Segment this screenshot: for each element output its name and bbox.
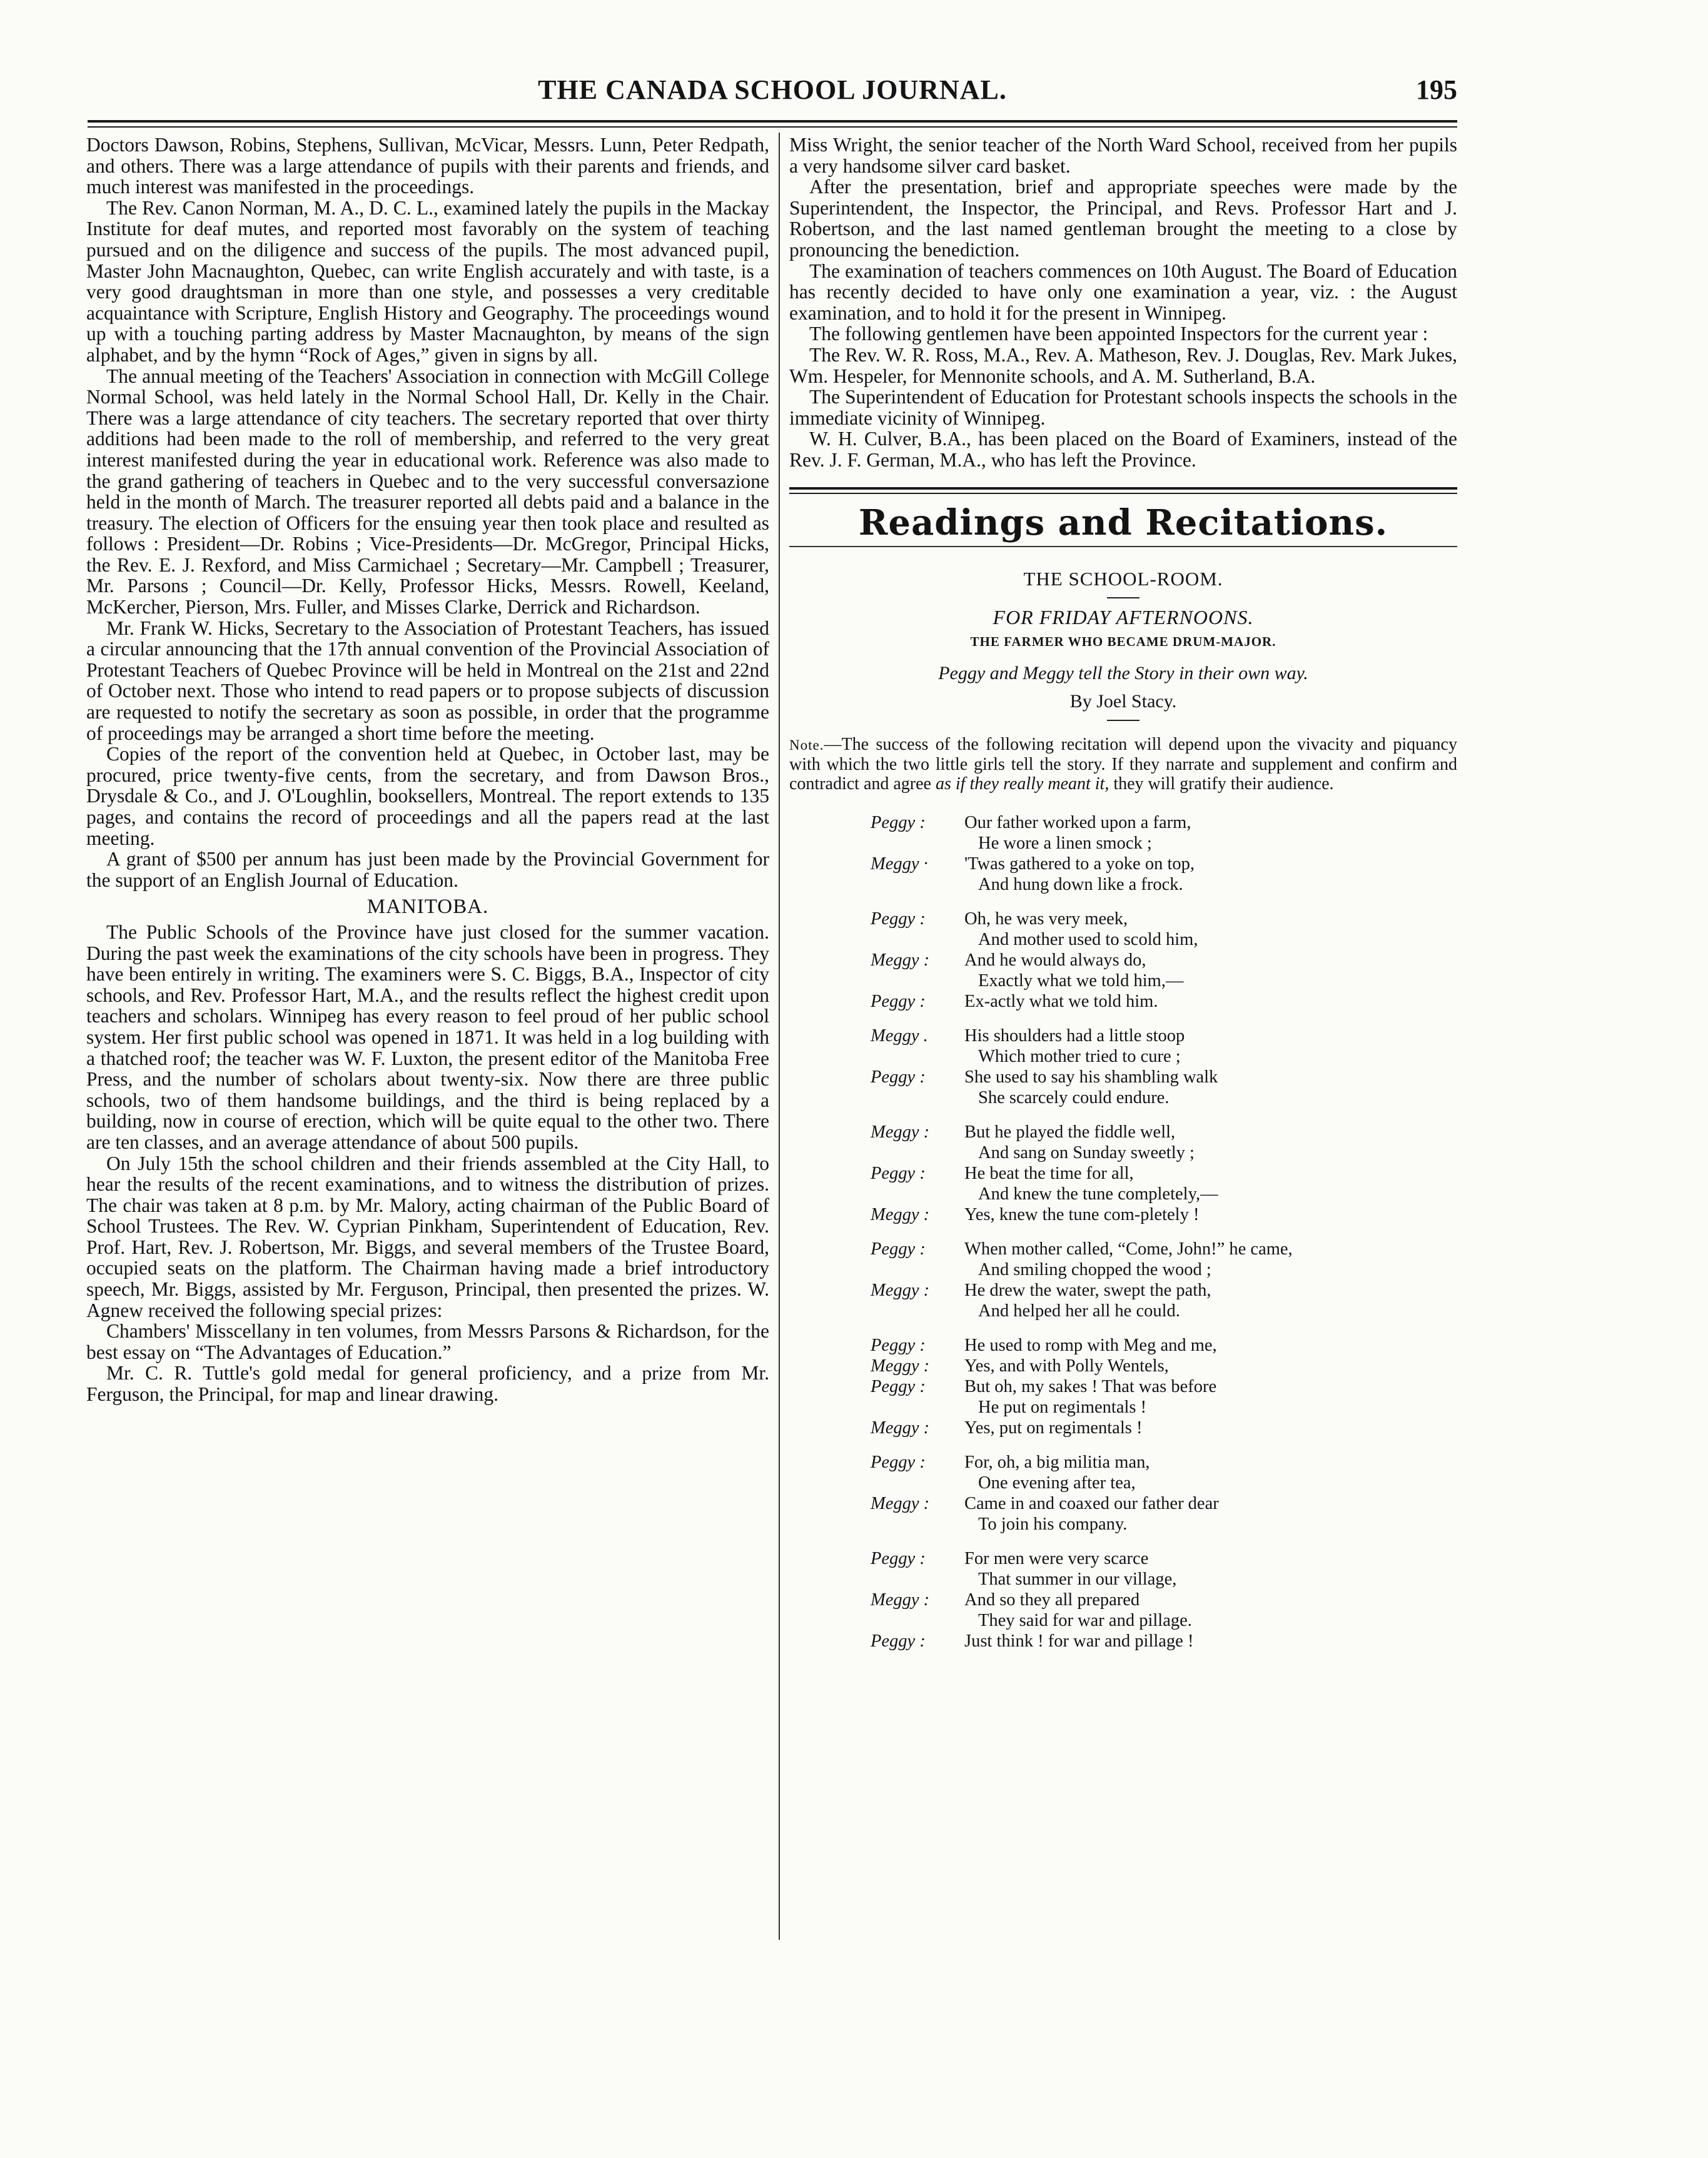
header-rule-thin bbox=[88, 126, 1457, 128]
poem-line bbox=[789, 1301, 1457, 1321]
verse-text: He put on regimentals ! bbox=[978, 1398, 1147, 1418]
poem-line bbox=[789, 1397, 1457, 1418]
verse-text: 'Twas gathered to a yoke on top, bbox=[964, 854, 1195, 874]
paragraph: On July 15th the school children and their friends assembled at the City Hall, to hear the results of the recent examinations, and to witness the distribution of prizes. The chair was taken at 8 p.m. by Mr. Malory, acting chairman of the Public Board of School Trustees. The Rev. W. Cyprian Pinkham, Superintendent of Education, Rev. Prof. Hart, Rev. J. Robertson, Mr. Biggs, and several members of the Trustee Board, occupied seats on the platform. The Chairman having made a brief introductory speech, Mr. Biggs, assisted by Mr. Ferguson, Principal, then presented the prizes. W. Agnew received the following special prizes: bbox=[86, 1152, 769, 1321]
speaker-label bbox=[871, 971, 964, 991]
note-italic: as if they really meant it, bbox=[935, 774, 1109, 794]
verse-text: He used to romp with Meg and me, bbox=[964, 1336, 1217, 1356]
paragraph: After the presentation, brief and appropriate speeches were made by the Superintendent, the Inspector, the Principal, and Revs. Professor Hart and J. Robertson, and the last named gentleman brought the meeting to a close by pronouncing the benediction. bbox=[789, 176, 1457, 261]
poem-line bbox=[789, 1590, 1457, 1610]
poem-line bbox=[789, 1204, 1457, 1225]
poem-line bbox=[789, 1067, 1457, 1087]
speaker-label: Meggy : bbox=[871, 950, 930, 971]
header-rule bbox=[88, 120, 1457, 123]
poem-line bbox=[789, 874, 1457, 895]
verse-text: And knew the tune completely,— bbox=[978, 1184, 1218, 1204]
speaker-label: Meggy . bbox=[871, 1026, 928, 1046]
poem-line bbox=[789, 1163, 1457, 1184]
verse-text: One evening after tea, bbox=[978, 1473, 1136, 1493]
page-number: 195 bbox=[1416, 74, 1457, 105]
author-byline: By Joel Stacy. bbox=[1069, 691, 1177, 712]
poem-line bbox=[789, 950, 1457, 971]
verse-text: And so they all prepared bbox=[964, 1590, 1140, 1610]
speaker-label: Meggy : bbox=[871, 1205, 930, 1225]
verse-text: To join his company. bbox=[978, 1515, 1128, 1535]
poem-line bbox=[789, 1473, 1457, 1493]
speaker-label bbox=[871, 929, 964, 950]
poem-line bbox=[789, 1493, 1457, 1514]
poem-line bbox=[789, 971, 1457, 991]
verse-text: But he played the fiddle well, bbox=[964, 1122, 1176, 1142]
prize-paragraph: Chambers' Misscellany in ten volumes, from Messrs Parsons & Richardson, for the best essay on “The Advantages of Education.” bbox=[86, 1320, 769, 1363]
verse-text: He beat the time for all, bbox=[964, 1164, 1134, 1184]
speaker-label: Peggy : bbox=[871, 813, 926, 833]
column-divider bbox=[779, 133, 780, 1940]
speaker-label: Peggy : bbox=[871, 1164, 926, 1184]
paragraph: The Public Schools of the Province have just closed for the summer vacation. During the past week the examinations of the city schools have been in progress. They have been entirely in writing. The examiners were S. C. Biggs, B.A., Inspector of city schools, and Rev. Professor Hart, M.A., and the results reflect the highest credit upon teachers and scholars. Winnipeg has every reason to feel proud of her public school system. Her first public school was opened in 1871. It was held in a log building with a thatched roof; the teacher was W. F. Luxton, the present editor of the Manitoba Free Press, and the number of scholars about twenty-six. Now there are three public schools, two of them handsome buildings, and the third is being replaced by a building, now in course of erection, which will be quite equal to the other two. There are ten classes, and an average attendance of about 500 pupils. bbox=[86, 920, 769, 1153]
poem-line bbox=[789, 812, 1457, 833]
poem-stanza bbox=[789, 909, 1457, 1012]
paragraph: The Rev. W. R. Ross, M.A., Rev. A. Matheson, Rev. J. Douglas, Rev. Mark Jukes, Wm. Hespeler, for Mennonite schools, and A. M. Sutherland, B.A. bbox=[789, 343, 1457, 387]
poem-line bbox=[789, 1239, 1457, 1259]
recitation-tagline: Peggy and Meggy tell the Story in their own way. bbox=[938, 662, 1308, 683]
speaker-label: Peggy : bbox=[871, 1239, 926, 1259]
verse-text: He drew the water, swept the path, bbox=[964, 1281, 1211, 1301]
poem-line bbox=[789, 854, 1457, 874]
poem-line bbox=[789, 1514, 1457, 1535]
left-column bbox=[86, 134, 769, 1405]
verse-text: When mother called, “Come, John!” he came, bbox=[964, 1239, 1293, 1259]
speaker-label bbox=[871, 1046, 964, 1067]
speaker-label bbox=[871, 1610, 964, 1631]
paragraph: Mr. Frank W. Hicks, Secretary to the Association of Protestant Teachers, has issued a circular announcing that the 17th annual convention of the Provincial Association of Protestant Teachers of Quebec Province will be held in Montreal on the 21st and 22nd of October next. Those who intend to read papers or to propose subjects of discussion are requested to notify the secretary as soon as possible, in order that the programme of proceedings may be arranged a short time before the meeting. bbox=[86, 617, 769, 744]
paragraph: Copies of the report of the convention held at Quebec, in October last, may be procured, price twenty-five cents, from the secretary, and from Dawson Bros., Drysdale & Co., and J. O'Loughlin, booksellers, Montreal. The report extends to 135 pages, and contains the record of proceedings and all the papers read at the last meeting. bbox=[86, 743, 769, 849]
poem-line bbox=[789, 1631, 1457, 1651]
verse-text: And helped her all he could. bbox=[978, 1301, 1180, 1321]
section-heading-manitoba: MANITOBA. bbox=[366, 895, 489, 919]
poem-line bbox=[789, 1569, 1457, 1590]
verse-text: She used to say his shambling walk bbox=[964, 1067, 1218, 1087]
speaker-label: Peggy : bbox=[871, 1336, 926, 1356]
poem-stanza bbox=[789, 1548, 1457, 1651]
poem-line bbox=[789, 909, 1457, 929]
poem-line bbox=[789, 1087, 1457, 1108]
poem-stanza bbox=[789, 1335, 1457, 1438]
verse-text: She scarcely could endure. bbox=[978, 1088, 1170, 1108]
verse-text: Yes, put on regimentals ! bbox=[964, 1418, 1143, 1438]
verse-text: They said for war and pillage. bbox=[978, 1611, 1192, 1631]
poem-stanza bbox=[789, 1452, 1457, 1535]
paragraph: The Rev. Canon Norman, M. A., D. C. L., examined lately the pupils in the Mackay Institute for deaf mutes, and reported most favorably on the system of teaching pursued and on the diligence and success of the pupils. The most advanced pupil, Master John Macnaughton, Quebec, can write English accurately and with taste, is a very good draughtsman in more than one style, and possesses a very creditable acquaintance with Scripture, English History and Geography. The proceedings wound up with a touching parting address by Master Macnaughton, by means of the sign alphabet, and by the hymn “Rock of Ages,” given in signs by all. bbox=[86, 196, 769, 366]
section-rule bbox=[789, 487, 1457, 490]
paragraph: The examination of teachers commences on 10th August. The Board of Education has recently decided to have only one examination a year, viz. : the August examination, and to hold it for the present in Winnipeg. bbox=[789, 260, 1457, 324]
note-label: Note. bbox=[789, 737, 824, 754]
poem-line bbox=[789, 1356, 1457, 1376]
speaker-label bbox=[871, 1397, 964, 1418]
speaker-label: Peggy : bbox=[871, 1549, 926, 1569]
journal-title: THE CANADA SCHOOL JOURNAL. bbox=[538, 74, 1007, 105]
verse-text: And hung down like a frock. bbox=[978, 875, 1183, 895]
poem-line bbox=[789, 1026, 1457, 1046]
poem-line bbox=[789, 929, 1457, 950]
readings-heading: Readings and Recitations. bbox=[858, 502, 1388, 543]
poem-stanza bbox=[789, 1122, 1457, 1225]
speaker-label bbox=[871, 1514, 964, 1535]
poem-line bbox=[789, 1376, 1457, 1397]
speaker-label bbox=[871, 1259, 964, 1280]
poem-line bbox=[789, 833, 1457, 854]
verse-text: His shoulders had a little stoop bbox=[964, 1026, 1185, 1046]
recitation-note bbox=[789, 735, 1457, 794]
verse-text: Exactly what we told him,— bbox=[978, 971, 1184, 991]
section-rule-thin bbox=[789, 493, 1457, 494]
verse-text: And smiling chopped the wood ; bbox=[978, 1260, 1211, 1280]
verse-text: Oh, he was very meek, bbox=[964, 909, 1128, 929]
poem-line bbox=[789, 1452, 1457, 1473]
short-rule bbox=[1107, 597, 1140, 598]
poem-line bbox=[789, 1335, 1457, 1356]
verse-text: For, oh, a big militia man, bbox=[964, 1453, 1150, 1473]
verse-text: He wore a linen smock ; bbox=[978, 834, 1152, 854]
speaker-label bbox=[871, 1569, 964, 1590]
paragraph: The annual meeting of the Teachers' Association in connection with McGill College Normal School, was held lately in the Normal School Hall, Dr. Kelly in the Chair. There was a large attendance of city teachers. The secretary reported that over thirty additions had been made to the roll of membership, and referred to the very great interest manifested during the year in educational work. Reference was also made to the grand gathering of teachers in Quebec and to the very successful conversazione held in the month of March. The treasurer reported all debts paid and a balance in the treasury. The election of Officers for the ensuing year then took place and resulted as follows : President—Dr. Robins ; Vice-Presidents—Dr. McGregor, Principal Hicks, the Rev. E. J. Rexford, and Miss Carmichael ; Secretary—Mr. Campbell ; Treasurer, Mr. Parsons ; Council—Dr. Kelly, Professor Hicks, Messrs. Rowell, Keeland, McKercher, Pierson, Mrs. Fuller, and Misses Clarke, Derrick and Richardson. bbox=[86, 365, 769, 618]
paragraph: The following gentlemen have been appointed Inspectors for the current year : bbox=[809, 323, 1428, 345]
speaker-label: Meggy : bbox=[871, 1356, 930, 1376]
poem-stanza bbox=[789, 1026, 1457, 1108]
poem-line bbox=[789, 1122, 1457, 1142]
poem-line bbox=[789, 1259, 1457, 1280]
speaker-label: Meggy : bbox=[871, 1494, 930, 1514]
speaker-label: Peggy : bbox=[871, 1631, 926, 1651]
speaker-label: Peggy : bbox=[871, 1377, 926, 1397]
verse-text: Yes, and with Polly Wentels, bbox=[964, 1356, 1169, 1376]
speaker-label: Peggy : bbox=[871, 1067, 926, 1087]
running-head bbox=[88, 74, 1457, 111]
poem-line bbox=[789, 1280, 1457, 1301]
prize-paragraph: Mr. C. R. Tuttle's gold medal for general proficiency, and a prize from Mr. Ferguson, the Principal, for map and linear drawing. bbox=[86, 1362, 769, 1406]
paragraph: Doctors Dawson, Robins, Stephens, Sullivan, McVicar, Messrs. Lunn, Peter Redpath, and others. There was a large attendance of pupils with their parents and friends, and much interest was manifested in the proceedings. bbox=[86, 134, 769, 198]
speaker-label: Meggy : bbox=[871, 1590, 930, 1610]
poem-stanza bbox=[789, 1239, 1457, 1321]
poem-line bbox=[789, 1418, 1457, 1438]
poem-line bbox=[789, 991, 1457, 1012]
verse-text: Yes, knew the tune com-pletely ! bbox=[964, 1205, 1200, 1225]
poem-line bbox=[789, 1548, 1457, 1569]
poem-stanza bbox=[789, 812, 1457, 895]
note-text: —The success of the following recitation will depend upon the vivacity and piquancy with which the two little girls tell the story. If they narrate and supplement and confirm and contradict and agree bbox=[789, 735, 1457, 794]
verse-text: But oh, my sakes ! That was before bbox=[964, 1377, 1217, 1397]
speaker-label: Meggy : bbox=[871, 1281, 930, 1301]
verse-text: And mother used to scold him, bbox=[978, 930, 1198, 950]
school-room-heading: THE SCHOOL-ROOM. bbox=[1023, 568, 1223, 590]
speaker-label bbox=[871, 833, 964, 854]
speaker-label bbox=[871, 1184, 964, 1204]
short-rule bbox=[1107, 720, 1140, 721]
verse-text: For men were very scarce bbox=[964, 1549, 1149, 1569]
verse-text: Ex-actly what we told him. bbox=[964, 992, 1158, 1012]
speaker-label: Meggy · bbox=[871, 854, 928, 874]
speaker-label: Peggy : bbox=[871, 1453, 926, 1473]
poem-line bbox=[789, 1610, 1457, 1631]
poem-line bbox=[789, 1046, 1457, 1067]
verse-text: And he would always do, bbox=[964, 950, 1146, 971]
paragraph: W. H. Culver, B.A., has been placed on the Board of Examiners, instead of the Rev. J. F. German, M.A., who has left the Province. bbox=[789, 428, 1457, 471]
speaker-label: Peggy : bbox=[871, 992, 926, 1012]
verse-text: That summer in our village, bbox=[978, 1570, 1177, 1590]
speaker-label: Meggy : bbox=[871, 1418, 930, 1438]
speaker-label bbox=[871, 1473, 964, 1493]
poem-line bbox=[789, 1142, 1457, 1163]
right-column bbox=[789, 134, 1457, 1665]
verse-text: And sang on Sunday sweetly ; bbox=[978, 1143, 1195, 1163]
recitation-title: THE FARMER WHO BECAME DRUM-MAJOR. bbox=[970, 634, 1276, 650]
verse-text: Our father worked upon a farm, bbox=[964, 813, 1191, 833]
note-end: they will gratify their audience. bbox=[1113, 774, 1334, 794]
poem bbox=[789, 812, 1457, 1651]
poem-line bbox=[789, 1184, 1457, 1204]
friday-subheading: FOR FRIDAY AFTERNOONS. bbox=[993, 605, 1254, 628]
verse-text: Which mother tried to cure ; bbox=[978, 1047, 1181, 1067]
heading-underline bbox=[789, 546, 1457, 547]
paragraph: Miss Wright, the senior teacher of the North Ward School, received from her pupils a very handsome silver card basket. bbox=[789, 134, 1457, 177]
speaker-label bbox=[871, 874, 964, 895]
speaker-label bbox=[871, 1087, 964, 1108]
paragraph: The Superintendent of Education for Protestant schools inspects the schools in the immediate vicinity of Winnipeg. bbox=[789, 386, 1457, 429]
speaker-label: Meggy : bbox=[871, 1122, 930, 1142]
paragraph: A grant of $500 per annum has just been made by the Provincial Government for the support of an English Journal of Education. bbox=[86, 848, 769, 891]
verse-text: Came in and coaxed our father dear bbox=[964, 1494, 1219, 1514]
verse-text: Just think ! for war and pillage ! bbox=[964, 1631, 1194, 1651]
speaker-label bbox=[871, 1301, 964, 1321]
speaker-label bbox=[871, 1142, 964, 1163]
speaker-label: Peggy : bbox=[871, 909, 926, 929]
